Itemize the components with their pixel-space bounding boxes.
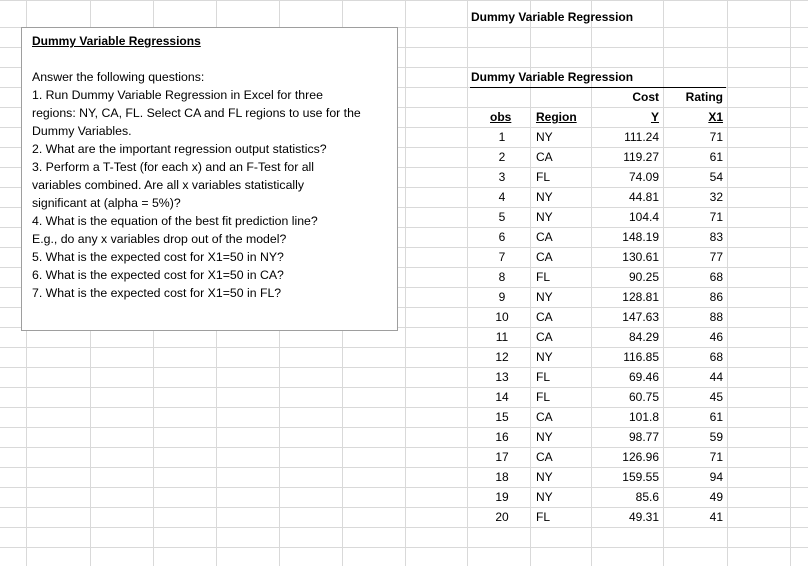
cell-rating-x1[interactable]: 71 — [709, 210, 723, 224]
header-y: Y — [650, 110, 659, 124]
cell-cost-y[interactable]: 44.81 — [628, 190, 659, 204]
cell-obs[interactable]: 12 — [495, 350, 509, 364]
textbox-line: 3. Perform a T-Test (for each x) and an F-Test for all — [32, 160, 315, 174]
cell-cost-y[interactable]: 84.29 — [628, 330, 659, 344]
cell-cost-y[interactable]: 85.6 — [635, 490, 659, 504]
cell-cost-y[interactable]: 116.85 — [623, 350, 659, 364]
table-title: Dummy Variable Regression — [471, 70, 634, 84]
cell-region[interactable]: FL — [536, 270, 551, 284]
cell-rating-x1[interactable]: 44 — [709, 370, 723, 384]
cell-cost-y[interactable]: 147.63 — [622, 310, 659, 324]
textbox-line: E.g., do any x variables drop out of the model? — [32, 232, 287, 246]
grid-col-line — [405, 0, 406, 566]
cell-obs[interactable]: 1 — [498, 130, 506, 144]
cell-obs[interactable]: 13 — [495, 370, 509, 384]
instructions-textbox[interactable] — [21, 27, 398, 331]
cell-obs[interactable]: 6 — [498, 230, 506, 244]
cell-cost-y[interactable]: 130.61 — [622, 250, 659, 264]
cell-obs[interactable]: 4 — [498, 190, 506, 204]
grid-row-line — [0, 547, 808, 548]
cell-rating-x1[interactable]: 83 — [709, 230, 723, 244]
cell-region[interactable]: CA — [536, 250, 553, 264]
cell-rating-x1[interactable]: 86 — [709, 290, 723, 304]
cell-region[interactable]: FL — [536, 370, 551, 384]
textbox-line: 5. What is the expected cost for X1=50 in NY? — [32, 250, 284, 264]
textbox-line: 1. Run Dummy Variable Regression in Excel for three — [32, 88, 323, 102]
cell-obs[interactable]: 2 — [498, 150, 506, 164]
cell-obs[interactable]: 11 — [495, 330, 509, 344]
header-region: Region — [536, 110, 577, 124]
header-obs: obs — [490, 110, 512, 124]
sheet-top-title: Dummy Variable Regression — [471, 10, 634, 24]
cell-region[interactable]: NY — [536, 430, 553, 444]
cell-rating-x1[interactable]: 77 — [709, 250, 723, 264]
cell-obs[interactable]: 3 — [498, 170, 506, 184]
grid-col-line — [727, 0, 728, 566]
textbox-line: regions: NY, CA, FL. Select CA and FL regions to use for the — [32, 106, 361, 120]
cell-cost-y[interactable]: 90.25 — [628, 270, 659, 284]
cell-cost-y[interactable]: 98.77 — [628, 430, 659, 444]
cell-region[interactable]: NY — [536, 130, 553, 144]
grid-row-line — [0, 527, 808, 528]
grid-col-line — [663, 0, 664, 566]
cell-obs[interactable]: 7 — [498, 250, 506, 264]
cell-rating-x1[interactable]: 45 — [709, 390, 723, 404]
cell-region[interactable]: FL — [536, 510, 551, 524]
cell-rating-x1[interactable]: 61 — [709, 150, 723, 164]
cell-cost-y[interactable]: 126.96 — [622, 450, 659, 464]
cell-obs[interactable]: 9 — [498, 290, 506, 304]
header-rating: Rating — [685, 90, 723, 104]
cell-cost-y[interactable]: 128.81 — [622, 290, 659, 304]
cell-cost-y[interactable]: 60.75 — [628, 390, 659, 404]
cell-rating-x1[interactable]: 88 — [709, 310, 723, 324]
cell-obs[interactable]: 19 — [495, 490, 509, 504]
cell-cost-y[interactable]: 69.46 — [628, 370, 659, 384]
cell-rating-x1[interactable]: 46 — [709, 330, 723, 344]
cell-rating-x1[interactable]: 68 — [709, 270, 723, 284]
cell-cost-y[interactable]: 74.09 — [628, 170, 659, 184]
cell-region[interactable]: CA — [536, 230, 553, 244]
cell-obs[interactable]: 17 — [495, 450, 509, 464]
grid-col-line — [467, 0, 468, 566]
cell-obs[interactable]: 8 — [498, 270, 506, 284]
cell-region[interactable]: FL — [536, 170, 551, 184]
textbox-line: 6. What is the expected cost for X1=50 in CA? — [32, 268, 284, 282]
cell-rating-x1[interactable]: 94 — [709, 470, 723, 484]
cell-rating-x1[interactable]: 71 — [709, 450, 723, 464]
cell-region[interactable]: NY — [536, 210, 553, 224]
cell-cost-y[interactable]: 119.27 — [623, 150, 659, 164]
cell-obs[interactable]: 10 — [495, 310, 509, 324]
cell-region[interactable]: CA — [536, 310, 553, 324]
cell-rating-x1[interactable]: 41 — [709, 510, 723, 524]
cell-cost-y[interactable]: 104.4 — [628, 210, 659, 224]
textbox-body — [32, 68, 392, 302]
cell-cost-y[interactable]: 111.24 — [624, 130, 659, 144]
cell-rating-x1[interactable]: 49 — [709, 490, 723, 504]
cell-rating-x1[interactable]: 61 — [709, 410, 723, 424]
cell-region[interactable]: NY — [536, 290, 553, 304]
cell-obs[interactable]: 15 — [495, 410, 509, 424]
cell-rating-x1[interactable]: 71 — [709, 130, 723, 144]
cell-obs[interactable]: 18 — [495, 470, 509, 484]
textbox-line: significant at (alpha = 5%)? — [32, 196, 181, 210]
cell-obs[interactable]: 5 — [498, 210, 506, 224]
cell-region[interactable]: CA — [536, 450, 553, 464]
cell-cost-y[interactable]: 49.31 — [628, 510, 659, 524]
cell-rating-x1[interactable]: 54 — [709, 170, 723, 184]
cell-cost-y[interactable]: 148.19 — [622, 230, 659, 244]
cell-region[interactable]: FL — [536, 390, 551, 404]
textbox-line: Answer the following questions: — [32, 70, 205, 84]
cell-rating-x1[interactable]: 68 — [709, 350, 723, 364]
textbox-line: 7. What is the expected cost for X1=50 in FL? — [32, 286, 282, 300]
header-cost: Cost — [632, 90, 659, 104]
cell-obs[interactable]: 20 — [495, 510, 509, 524]
textbox-line: Dummy Variables. — [32, 124, 132, 138]
header-x1: X1 — [708, 110, 723, 124]
cell-obs[interactable]: 14 — [495, 390, 509, 404]
cell-region[interactable]: CA — [536, 150, 553, 164]
cell-cost-y[interactable]: 101.8 — [628, 410, 659, 424]
cell-region[interactable]: NY — [536, 350, 553, 364]
grid-row-line — [0, 0, 808, 1]
cell-region[interactable]: CA — [536, 410, 553, 424]
cell-rating-x1[interactable]: 32 — [709, 190, 723, 204]
textbox-title: Dummy Variable Regressions — [32, 34, 201, 48]
cell-rating-x1[interactable]: 59 — [709, 430, 723, 444]
textbox-line: 2. What are the important regression output statistics? — [32, 142, 327, 156]
grid-col-line — [790, 0, 791, 566]
cell-region[interactable]: CA — [536, 330, 553, 344]
cell-region[interactable]: NY — [536, 470, 553, 484]
cell-region[interactable]: NY — [536, 190, 553, 204]
textbox-line: 4. What is the equation of the best fit prediction line? — [32, 214, 318, 228]
cell-obs[interactable]: 16 — [495, 430, 509, 444]
textbox-line: variables combined. Are all x variables statistically — [32, 178, 305, 192]
cell-cost-y[interactable]: 159.55 — [622, 470, 659, 484]
cell-region[interactable]: NY — [536, 490, 553, 504]
